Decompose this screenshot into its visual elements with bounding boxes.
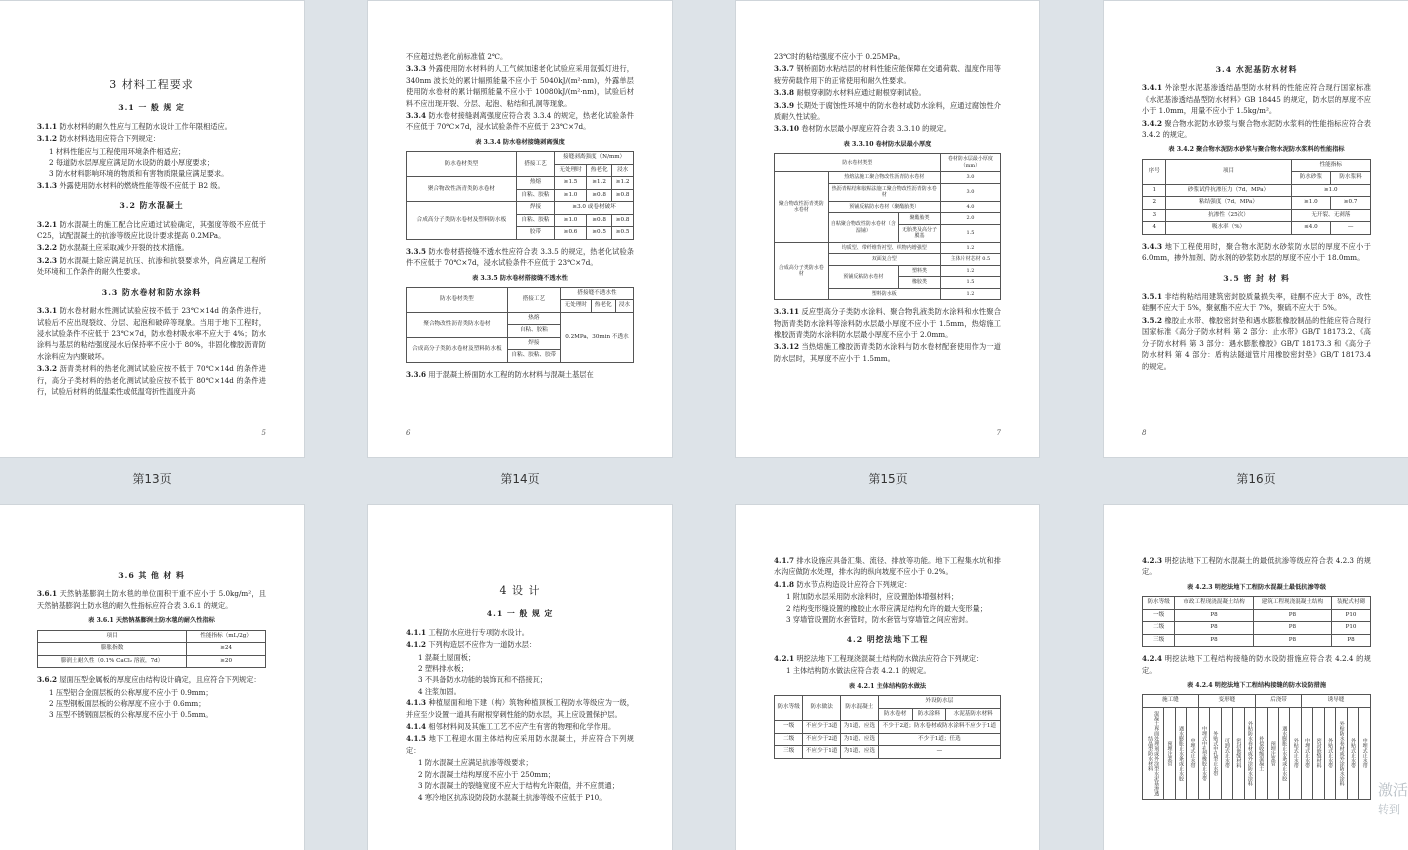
clause: 3.1.2 防水材料选用应符合下列规定： <box>37 134 160 144</box>
table-3-4-2: 序号 项目 性能指标 防水砂浆 防水浆料 1 砂浆试件抗渗压力（7d，MPa） ≥1.0 2 粘结强度（7d，MPa） ≥1.0 ≥0.7 3 抗渗性（25次） 无开裂、无剥落 4 吸水率（%） ≤4.0 — <box>1142 159 1371 235</box>
page-number: 7 <box>996 428 1001 437</box>
clause: 3.2.1 防水混凝土的施工配合比应通过试验确定，其强度等级不应低于 C25，试配混凝土的抗渗等级应比设计要求提高 0.2MPa。 <box>37 219 266 241</box>
activation-watermark <box>1378 780 1408 820</box>
clause: 4.1.8 防水节点构造设计应符合下列规定： <box>774 579 912 589</box>
clause: 3.3.5 防水卷材搭接缝不透水性应符合表 3.3.5 的规定，热老化试验条件不应低于 70℃×7d，浸水试验条件不应低于 23℃×7d。 <box>406 246 634 268</box>
clause-item: 1 主体结构防水做法应符合表 4.2.1 的规定。 <box>786 666 931 676</box>
clause-item: 2 每道防水层厚度应满足防水设防的最小厚度要求； <box>49 158 214 168</box>
table-title: 表 3.3.4 防水卷材接缝剥离强度 <box>475 138 565 146</box>
clause-item: 4 注浆加固。 <box>418 686 461 696</box>
clause: 3.2.2 防水混凝土应采取减少开裂的技术措施。 <box>37 243 189 253</box>
document-page-15[interactable] <box>735 0 1040 458</box>
section-heading: 3.3 防水卷材和防水涂料 <box>101 287 202 297</box>
clause-item: 2 结构变形缝设置的橡胶止水带应满足结构允许的最大变形量； <box>786 603 987 613</box>
chapter-title: 4 设 计 <box>499 584 541 597</box>
table-title: 表 3.6.1 天然钠基膨润土防水毯的耐久性指标 <box>88 617 215 625</box>
clause-item: 3 压型不锈钢面层板的公称厚度不应小于 0.5mm。 <box>49 710 213 720</box>
document-page-17[interactable] <box>0 504 305 850</box>
clause: 4.1.3 种植屋面和地下建（构）筑物种植顶板工程防水等级应为一级，并应至少设置一道具有耐根穿刺性能的防水层，其上应设置保护层。 <box>406 698 634 719</box>
clause-item: 3 穿墙管设置防水套管时，防水套管与穿墙管之间应密封。 <box>786 615 973 625</box>
clause: 3.4.1 外涂型水泥基渗透结晶型防水材料的性能应符合现行国家标准《水泥基渗透结晶型防水材料》GB 18445 的规定，防水层的厚度不应小于 1.0mm，用量不应小于 1.5kg/m²。 <box>1142 83 1371 116</box>
clause: 3.6.1 天然钠基膨润土防水毯的单位面积干重不应小于 5.0kg/m²，且天然钠基膨润土防水毯的耐久性指标应符合表 3.6.1 的规定。 <box>37 589 266 610</box>
table-title: 表 3.4.2 聚合物水泥防水砂浆与聚合物水泥防水浆料的性能指标 <box>1168 146 1345 154</box>
table-3-3-5: 防水卷材类型 搭接工艺 搭接缝不透水性 无处理时 热老化 浸水 聚合物改性沥青类防水卷材 热熔 0.2MPa，30min 不透水 自粘、胶粘 合成高分子类防水卷材及塑料防水板 焊接 自粘、胶粘、胶带 <box>406 287 634 363</box>
table-4-2-3: 防水等级 市政工程现浇混凝土结构 建筑工程现浇混凝土结构 装配式衬砌 一级 P8 P8 P10 二级 P8 P8 P10 三级 P8 P8 P8 <box>1142 596 1371 647</box>
clause-continued: 23℃时的粘结强度不应小于 0.25MPa。 <box>774 52 905 61</box>
clause-item: 2 塑料排水板； <box>418 664 468 674</box>
clause: 3.5.2 橡胶止水带、橡胶密封垫和遇水膨胀橡胶制品的性能应符合现行国家标准《高分子防水材料 第 2 部分：止水带》GB/T 18173.2、《高分子防水材料 第 3 部分：遇水膨胀橡胶》GB/T 18173.3 和《高分子防水材料 第 4 部分：盾构法隧道管片用橡胶密封垫》GB/T 18173.4 的规定。 <box>1142 315 1371 371</box>
clause: 3.3.2 沥青类材料的热老化测试试验应按不低于 70℃×14d 的条件进行，高分子类材料的热老化测试试验应按不低于 80℃×14d 的条件进行，试验后材料的低温柔性或低温弯折性温度升高 <box>37 364 266 396</box>
clause-item: 2 压型钢板面层板的公称厚度不应小于 0.6mm； <box>49 698 206 708</box>
clause-continued: 不应超过热老化前标准值 2℃。 <box>406 52 508 61</box>
clause-item: 1 材料性能应与工程使用环境条件相适应； <box>49 146 186 156</box>
clause: 4.2.4 明挖法地下工程结构接缝的防水设防措施应符合表 4.2.4 的规定。 <box>1142 654 1371 675</box>
clause: 3.2.3 防水混凝土除应满足抗压、抗渗和抗裂要求外，尚应满足工程所处环境和工作条件的耐久性要求。 <box>37 255 266 277</box>
page-number: 5 <box>261 428 266 437</box>
page-label-16[interactable]: 第16页 <box>1236 472 1276 486</box>
clause: 3.3.4 防水卷材接缝剥离强度应符合表 3.3.4 的规定，热老化试验条件不应低于 70℃×7d，浸水试验条件不应低于 23℃×7d。 <box>406 111 634 132</box>
table-title: 表 3.3.5 防水卷材搭接缝不透水性 <box>472 274 568 282</box>
chapter-title: 3 材料工程要求 <box>109 78 194 91</box>
clause: 3.6.2 屋面压型金属板的厚度应由结构设计确定，且应符合下列规定： <box>37 675 261 685</box>
clause-item: 3 不具备防水功能的装饰瓦和不搭接瓦； <box>418 675 548 685</box>
table-3-6-1: 项目 性能指标（mL/2g） 膨胀指数 ≥24 膨润土耐久性（0.1% CaCl₂ 溶液，7d） ≥20 <box>37 630 266 669</box>
clause: 3.3.10 卷材防水层最小厚度应符合表 3.3.10 的规定。 <box>774 124 951 134</box>
section-heading: 3.6 其 他 材 料 <box>118 571 185 580</box>
page-number: 6 <box>406 428 411 437</box>
document-page-16[interactable] <box>1103 0 1408 458</box>
section-heading: 4.1 一 般 规 定 <box>486 609 554 619</box>
clause: 3.4.3 地下工程使用时，聚合物水泥防水砂浆防水层的厚度不应小于 6.0mm，掺外加剂、防水剂的砂浆防水层的厚度不应小于 18.0mm。 <box>1142 241 1371 263</box>
section-heading: 3.1 一 般 规 定 <box>118 103 185 113</box>
table-title: 表 4.2.3 明挖法地下工程防水混凝土最低抗渗等级 <box>1186 583 1327 591</box>
table-title: 表 4.2.4 明挖法地下工程结构接缝的防水设防措施 <box>1186 682 1327 690</box>
table-3-3-10: 防水卷材类型 卷材防水层最小厚度（mm） 聚合物改性沥青类防水卷材 热熔法施工聚合物改性沥青防水卷材 3.0 热沥青粘结和胶粘法施工聚合物改性沥青防水卷材 3.0 预铺反粘防水卷材（聚酯胎类） 4.0 自粘聚合物改性防水卷材（含湿铺） 聚酯胎类 2.0 无胎类及高分子膜基 1.5 合成高分子类防水卷材 均质型、带纤维背衬型、织物内增强型 1.2 双面复合型 主体片材芯材 0.5 预铺反粘防水卷材 塑料类 1.2 橡胶类 1.5 塑料防水板 1.2 <box>774 153 1001 300</box>
page-number: 8 <box>1142 428 1147 437</box>
clause: 4.1.7 排水设施应具备汇集、流径、排放等功能。地下工程集水坑和排水沟应做防水处理，排水沟的纵向坡度不应小于 0.2%。 <box>774 556 1001 577</box>
clause: 3.3.7 钢桥面防水粘结层的材料性能应能保障在交通荷载、温度作用等疲劳荷载作用下的正常使用和耐久性要求。 <box>774 64 1001 85</box>
clause: 4.2.3 明挖法地下工程防水混凝土的最低抗渗等级应符合表 4.2.3 的规定。 <box>1142 556 1371 577</box>
section-heading: 4.2 明挖法地下工程 <box>846 635 929 645</box>
document-page-13[interactable] <box>0 0 305 458</box>
clause: 3.4.2 聚合物水泥防水砂浆与聚合物水泥防水浆料的性能指标应符合表 3.4.2 的规定。 <box>1142 118 1371 140</box>
clause: 4.1.1 工程防水应进行专项防水设计。 <box>406 627 529 637</box>
page-label-13[interactable]: 第13页 <box>132 472 172 486</box>
table-3-3-4: 防水卷材类型 搭接工艺 接缝剥离强度（N/mm） 无处理时 热老化 浸水 聚合物改性沥青类防水卷材 热熔 ≥1.5 ≥1.2 ≥1.2 自粘、胶粘 ≥1.0 ≥0.8 ≥0.8 合成高分子类防水卷材及塑料防水板 焊接 ≥3.0 或卷材破坏 自粘、胶粘 ≥1.0 ≥0.8 ≥0.8 胶带 ≥0.6 ≥0.5 ≥0.5 <box>406 151 634 240</box>
document-page-20[interactable] <box>1103 504 1408 850</box>
clause: 3.3.6 用于混凝土桥面防水工程的防水材料与混凝土基层在 <box>406 369 594 379</box>
clause: 3.5.1 非结构粘结用建筑密封胶质量损失率，硅酮不应大于 8%，改性硅酮不应大于 5%，聚氨酯不应大于 7%，聚硫不应大于 5%。 <box>1142 292 1371 313</box>
document-page-18[interactable] <box>367 504 673 850</box>
clause: 3.3.8 耐根穿刺防水材料应通过耐根穿刺试验。 <box>774 88 926 98</box>
clause: 3.1.1 防水材料的耐久性应与工程防水设计工作年限相适应。 <box>37 121 232 131</box>
section-heading: 3.4 水泥基防水材料 <box>1215 65 1298 74</box>
watermark-line: 激活 <box>1377 781 1408 799</box>
clause-item: 1 附加防水层采用防水涂料时，应设置胎体增强材料； <box>786 592 959 602</box>
clause: 4.1.2 下列构造层不应作为一道防水层： <box>406 640 537 650</box>
table-title: 表 4.2.1 主体结构防水做法 <box>848 682 927 690</box>
clause: 3.3.1 防水卷材耐水性测试试验应按不低于 23℃×14d 的条件进行，试验后不应出现裂纹、分层、起泡和破碎等现象。当用于地下工程时，浸水试验条件不应低于 23℃×7d，防水卷材吸水率不应大于 4%；防水涂料与基层的粘结强度浸水后保持率不应小于 80%，非固化橡胶沥青防水涂料应为内聚破坏。 <box>37 306 266 361</box>
clause: 3.1.3 外露使用防水材料的燃烧性能等级不应低于 B2 级。 <box>37 180 225 190</box>
table-4-2-1: 防水等级 防水做法 防水混凝土 外设防水层 防水卷材 防水涂料 水泥基防水材料 一级 不应少于3道 为1道，应选 不少于2道；防水卷材或防水涂料不应少于1道 二级 不应少于2道 为1道，应选 不少于1道；任选 三级 不应少于1道 为1道，应选 — <box>774 695 1001 759</box>
clause: 3.3.12 当热熔施工橡胶沥青类防水涂料与防水卷材配套使用作为一道防水层时，其厚度不应小于 1.5mm。 <box>774 342 1001 363</box>
clause: 4.2.1 明挖法地下工程现浇混凝土结构防水做法应符合下列规定： <box>774 653 984 663</box>
document-page-19[interactable] <box>735 504 1040 850</box>
section-heading: 3.5 密 封 材 料 <box>1223 273 1290 283</box>
clause: 3.3.3 外露使用防水材料的人工气候加速老化试验应采用氙弧灯进行，340nm 波长处的累计辐照能量不应小于 5040kJ/(m²·nm)，外露单层使用防水卷材的累计辐照能量不应小于 10080kJ/(m²·nm)，试验后材料不应出现开裂、分层、起泡、粘结和孔洞等现象。 <box>406 64 634 108</box>
page-label-14[interactable]: 第14页 <box>500 472 540 486</box>
watermark-line: 转到 <box>1377 803 1400 816</box>
table-title: 表 3.3.10 卷材防水层最小厚度 <box>843 140 932 148</box>
clause-item: 3 防水混凝土的裂缝宽度不应大于结构允许限值，并不应贯通； <box>418 781 619 791</box>
clause: 4.1.5 地下工程迎水面主体结构应采用防水混凝土，并应符合下列规定： <box>406 734 634 755</box>
clause: 4.1.4 相邻材料间及其施工工艺不应产生有害的物理和化学作用。 <box>406 722 616 732</box>
page-label-15[interactable]: 第15页 <box>868 472 908 486</box>
clause-item: 2 防水混凝土结构厚度不应小于 250mm； <box>418 769 556 779</box>
clause-item: 3 防水材料影响环境的物质和有害物质限量应满足要求。 <box>49 169 229 179</box>
clause-item: 1 混凝土屋面板； <box>418 652 476 662</box>
clause-item: 1 压型铝合金面层板的公称厚度不应小于 0.9mm； <box>49 687 213 697</box>
clause-item: 1 防水混凝土应满足抗渗等级要求； <box>418 758 533 768</box>
section-heading: 3.2 防水混凝土 <box>119 201 184 211</box>
table-4-2-4: 施工缝 变形缝 后浇带 诱导缝 混凝土界面处理剂或外涂型水泥基渗透结晶型防水材料 预埋注浆管 遇水膨胀止水条或止水胶 中埋式止水带 中埋式中孔型橡胶止水带 外贴式中孔型止水带 可卸式止水带 密封嵌缝材料 外贴防水卷材或外涂防水涂料 补偿收缩混凝土 预埋注浆管 遇水膨胀止水条或止水胶 外贴式止水带 中埋式止水带 密封嵌缝材料 外贴式止水带 外贴防水卷材或外涂防水涂料 外贴式止水带 中埋式止水带 <box>1142 694 1371 800</box>
clause: 3.3.11 反应型高分子类防水涂料、聚合物乳液类防水涂料和水性聚合物沥青类防水涂料等涂料防水层最小厚度不应小于 1.5mm，热熔施工橡胶沥青类防水涂料防水层最小厚度不应小于 2.0mm。 <box>774 307 1001 340</box>
clause-item: 4 寒冷地区抗冻设防段防水混凝土抗渗等级不应低于 P10。 <box>418 792 607 802</box>
document-page-14[interactable] <box>367 0 673 458</box>
clause: 3.3.9 长期处于腐蚀性环境中的防水卷材或防水涂料，应通过腐蚀性介质耐久性试验。 <box>774 100 1001 122</box>
